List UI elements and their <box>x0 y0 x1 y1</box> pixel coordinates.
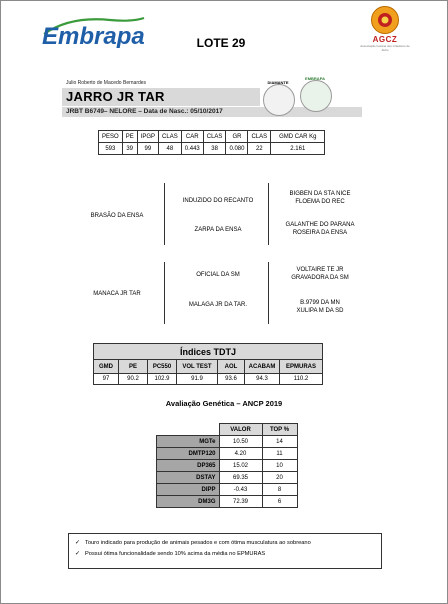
indices-title: Índices TDTJ <box>94 344 323 360</box>
ancp-row <box>157 448 298 460</box>
ancp-top: 11 <box>262 448 297 460</box>
ancp-valor: 10.50 <box>219 436 262 448</box>
ancp-label: DMTP120 <box>157 448 220 460</box>
embrapa-badge-label: EMBRAPA <box>305 76 325 81</box>
embrapa-logo <box>40 14 146 48</box>
measure-value: 39 <box>122 143 137 155</box>
ancp-row <box>157 496 298 508</box>
indices-header-row <box>94 360 323 374</box>
ssd-line2: ROSEIRA DA ENSA <box>292 230 348 236</box>
ancp-label: DSTAY <box>157 472 220 484</box>
ancp-top: 20 <box>262 472 297 484</box>
dam-name: MANACA JR TAR <box>93 291 141 297</box>
ancp-label: DP365 <box>157 460 220 472</box>
indices-value: 97 <box>94 374 119 385</box>
lote-title: LOTE 29 <box>196 36 246 50</box>
sire-dam-name: ZARPA DA ENSA <box>194 227 242 233</box>
measure-value: 0.443 <box>181 143 203 155</box>
ancp-valor: 15.02 <box>219 460 262 472</box>
observations-box <box>68 533 382 569</box>
ancp-valor: 72.39 <box>219 496 262 508</box>
indices-header: ACABAM <box>245 360 280 374</box>
measure-value: 48 <box>159 143 182 155</box>
observation-text: Touro indicado para produção de animais pesados e com ótima musculatura ao sobreano <box>85 540 311 546</box>
measure-value: 2.161 <box>271 143 325 155</box>
pedigree-line <box>164 183 165 245</box>
ancp-header-valor: VALOR <box>219 424 262 436</box>
agcz-emblem-icon <box>371 6 399 34</box>
indices-value: 91.9 <box>177 374 218 385</box>
indices-value: 110.2 <box>280 374 323 385</box>
indices-header: PE <box>119 360 148 374</box>
indices-header: PC550 <box>148 360 177 374</box>
ancp-row <box>157 472 298 484</box>
measure-value: 0.080 <box>226 143 248 155</box>
indices-value: 93.6 <box>218 374 245 385</box>
sss-line2: FLOEMA DO REC <box>295 199 345 205</box>
sss-line1: BIGBEN DA STA NICE <box>289 191 351 197</box>
indices-value: 94.3 <box>245 374 280 385</box>
measure-header: CAR <box>181 131 203 143</box>
indices-header: EPMURAS <box>280 360 323 374</box>
ancp-top: 10 <box>262 460 297 472</box>
diamante-badge-label: DIAMANTE <box>267 80 289 85</box>
measure-value: 99 <box>137 143 158 155</box>
pedigree-line <box>164 262 165 324</box>
sire-name: BRASÃO DA ENSA <box>90 213 144 219</box>
ancp-label: MGTe <box>157 436 220 448</box>
breeder-name: Julio Roberto de Macedo Bernardes <box>66 80 147 86</box>
pedigree-line <box>268 183 269 245</box>
ancp-valor: -0.43 <box>219 484 262 496</box>
agcz-logo <box>360 6 410 52</box>
measure-header: CLAS <box>203 131 226 143</box>
measure-header: PE <box>122 131 137 143</box>
measurements-table <box>98 130 325 155</box>
ancp-valor: 4.20 <box>219 448 262 460</box>
embrapa-logo-text: Embrapa <box>42 23 145 48</box>
ancp-valor: 69.35 <box>219 472 262 484</box>
animal-name: JARRO JR TAR <box>66 89 165 104</box>
sire-sire-name: INDUZIDO DO RECANTO <box>182 198 254 204</box>
observation-item <box>75 550 265 557</box>
dds-line1: VOLTAIRE TE JR <box>296 267 344 273</box>
ddd-line2: XULIPA M DA SD <box>296 308 344 314</box>
measure-header: CLAS <box>159 131 182 143</box>
dam-sire-name: OFICIAL DA SM <box>196 272 240 278</box>
measure-header: IPGP <box>137 131 158 143</box>
ddd-line1: B.9799 DA MN <box>300 300 340 306</box>
observation-item <box>75 539 311 546</box>
ancp-table <box>156 423 298 508</box>
measurements-header-row <box>99 131 325 143</box>
ancp-row <box>157 436 298 448</box>
registration-info: JRBT B6749– NELORE – Data de Nasc.: 05/10/2017 <box>66 108 223 115</box>
ancp-top: 6 <box>262 496 297 508</box>
checkmark-icon: ✓ <box>75 540 81 546</box>
measurements-value-row <box>99 143 325 155</box>
ancp-top: 8 <box>262 484 297 496</box>
ancp-row <box>157 484 298 496</box>
agcz-subtitle: Associação Goiana dos Criadores de Zebu <box>360 44 410 52</box>
ancp-blank-cell <box>157 424 220 436</box>
indices-header: VOL TEST <box>177 360 218 374</box>
diamante-badge-icon <box>263 84 295 116</box>
measure-header: GR <box>226 131 248 143</box>
measure-value: 22 <box>248 143 271 155</box>
indices-header: AOL <box>218 360 245 374</box>
indices-table <box>93 343 323 385</box>
indices-value: 90.2 <box>119 374 148 385</box>
dds-line2: GRAVADORA DA SM <box>291 275 349 281</box>
dam-dam-name: MALAGA JR DA TAR. <box>188 302 248 308</box>
ancp-top: 14 <box>262 436 297 448</box>
embrapa-badge-icon <box>300 80 332 112</box>
ancp-header-row <box>157 424 298 436</box>
measure-header: GMD CAR Kg <box>271 131 325 143</box>
ancp-header-top: TOP % <box>262 424 297 436</box>
indices-header: GMD <box>94 360 119 374</box>
indices-value: 102.9 <box>148 374 177 385</box>
measure-header: CLAS <box>248 131 271 143</box>
measure-header: PESO <box>99 131 123 143</box>
indices-value-row <box>94 374 323 385</box>
ssd-line1: GALANTHE DO PARANA <box>285 222 355 228</box>
observation-text: Possui ótima funcionalidade sendo 10% acima da média no EPMURAS <box>85 551 266 557</box>
agcz-text: AGCZ <box>372 35 398 44</box>
ancp-row <box>157 460 298 472</box>
checkmark-icon: ✓ <box>75 551 81 557</box>
ancp-title: Avaliação Genética – ANCP 2019 <box>165 399 283 408</box>
measure-value: 593 <box>99 143 123 155</box>
ancp-label: DM3G <box>157 496 220 508</box>
measure-value: 38 <box>203 143 226 155</box>
ancp-label: DIPP <box>157 484 220 496</box>
pedigree-line <box>268 262 269 324</box>
